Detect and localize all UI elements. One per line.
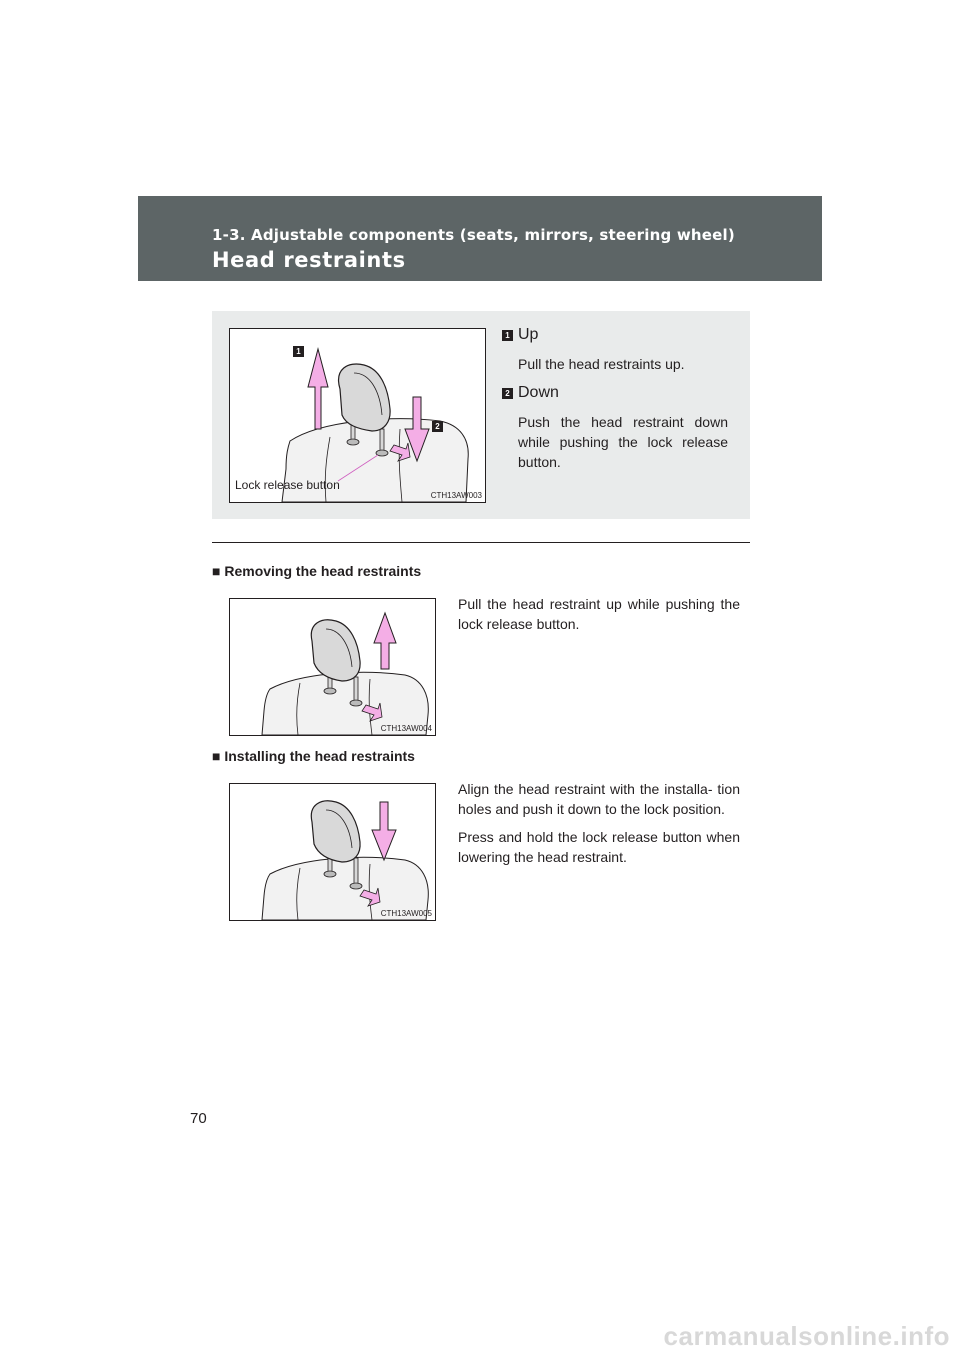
page-title: Head restraints <box>212 248 406 272</box>
step-heading-up: Up <box>518 326 539 343</box>
section-header <box>138 196 822 281</box>
figure-adjust <box>229 328 486 503</box>
step-badge-1: 1 <box>502 330 513 341</box>
divider <box>212 542 750 543</box>
removing-heading-text: Removing the head restraints <box>224 563 422 579</box>
step-badge-2: 2 <box>502 388 513 399</box>
head-restraint-install-illustration <box>230 784 435 920</box>
square-bullet-icon: ■ <box>212 748 221 764</box>
installing-heading <box>212 748 415 764</box>
removing-paragraph: Pull the head restraint up while pushing the lock release button. <box>458 596 740 632</box>
section-title: 1-3. Adjustable components (seats, mirrors, steering wheel) <box>212 226 735 244</box>
removing-heading <box>212 563 421 579</box>
head-restraint-remove-illustration <box>230 599 435 735</box>
page-number: 70 <box>190 1110 207 1127</box>
installing-heading-text: Installing the head restraints <box>224 748 415 764</box>
figure-code: CTH13AW004 <box>380 724 432 733</box>
removing-text <box>458 594 740 642</box>
figure-installing <box>229 783 436 921</box>
watermark <box>0 1316 960 1358</box>
watermark-text: carmanualsonline.info <box>663 1321 950 1351</box>
square-bullet-icon: ■ <box>212 563 221 579</box>
figure-code: CTH13AW003 <box>430 491 482 500</box>
figure-badge-1: 1 <box>293 346 304 357</box>
figure-removing <box>229 598 436 736</box>
figure-code: CTH13AW005 <box>380 909 432 918</box>
installing-paragraph-2: Press and hold the lock release button when lowering the head restraint. <box>458 829 740 865</box>
step-text-up: Pull the head restraints up. <box>518 356 685 372</box>
lock-release-callout: Lock release button <box>235 478 340 492</box>
installing-paragraph-1: Align the head restraint with the installa- tion holes and push it down to the lock position. <box>458 781 740 817</box>
head-restraint-adjust-illustration <box>230 329 485 502</box>
figure-badge-2: 2 <box>432 421 443 432</box>
step-heading-down: Down <box>518 384 559 401</box>
step-text-down: Push the head restraint down while pushing the lock release button. <box>518 414 728 470</box>
installing-text <box>458 779 740 875</box>
